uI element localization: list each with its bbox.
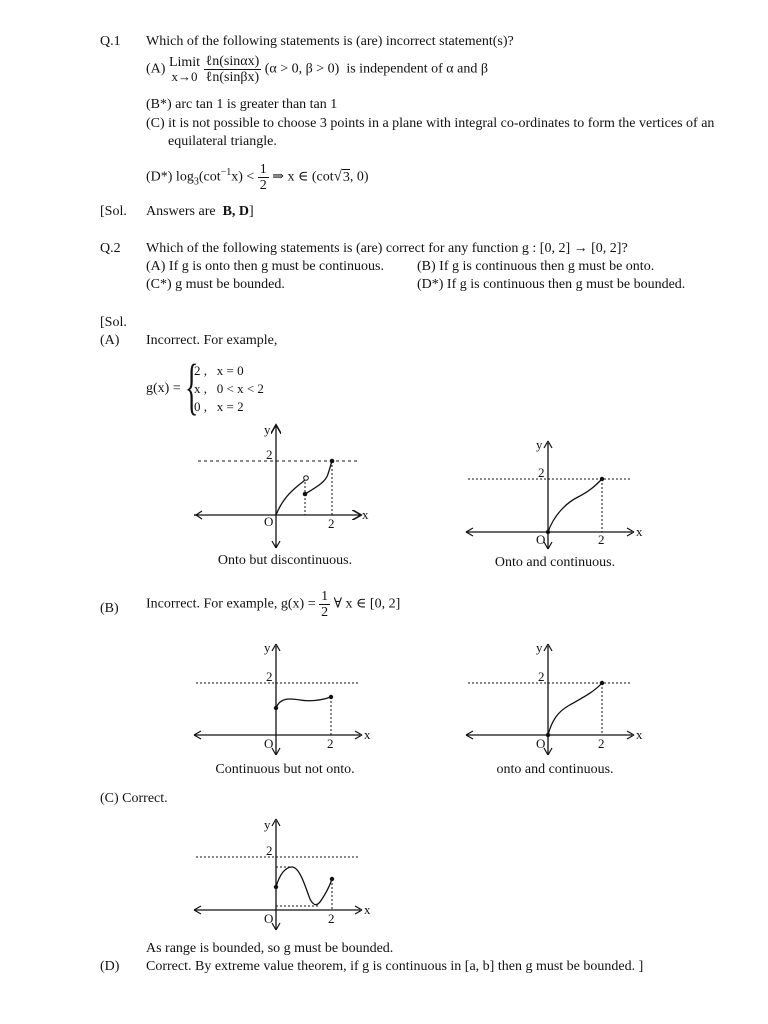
d-log-base: 3 [193, 176, 199, 188]
limit-fraction [204, 54, 262, 85]
end-dot [330, 459, 335, 464]
q2-number: Q.2 [100, 241, 121, 256]
x-two-label: 2 [328, 516, 335, 531]
graph-onto-continuous-2 [462, 640, 652, 758]
y-two-label: 2 [266, 669, 273, 684]
x-label: x [364, 902, 371, 917]
limit-numerator: ℓn(sinαx) [205, 54, 260, 69]
brace-icon: { [185, 353, 199, 421]
sol1-label: [Sol. [100, 204, 127, 219]
q1-option-c-line2: equilateral triangle. [168, 134, 277, 149]
q2-option-c: (C*) g must be bounded. [146, 277, 285, 292]
half-den: 2 [321, 605, 329, 620]
d-root: 3 [342, 169, 350, 185]
sol2-b-line [146, 589, 400, 620]
q1-question: Which of the following statements is (are) incorrect statement(s)? [146, 34, 514, 49]
d-close: , 0) [349, 169, 369, 185]
curve [276, 697, 331, 708]
y-label: y [264, 640, 271, 655]
g-definition-lhs: g(x) = [146, 381, 181, 396]
x-label: x [636, 727, 643, 742]
d-inverse: −1 [220, 167, 232, 179]
x-two-label: 2 [598, 532, 605, 547]
curve [548, 479, 602, 532]
sol1-text: Answers are [146, 204, 216, 219]
graph2-caption: Onto and continuous. [494, 555, 616, 570]
d-num: 1 [259, 162, 267, 177]
graph3-caption: Continuous but not onto. [215, 762, 355, 777]
y-label: y [536, 437, 543, 452]
curve-right [305, 461, 332, 494]
x-label: x [362, 507, 369, 522]
y-two-label: 2 [538, 669, 545, 684]
origin-label: O [264, 514, 274, 529]
sol2-c-text: (C) Correct. [100, 791, 168, 806]
sol2-a-text: Incorrect. For example, [146, 333, 278, 348]
d-den: 2 [259, 178, 267, 193]
piece-3: 0 , x = 2 [194, 399, 244, 414]
piece-2: x , 0 < x < 2 [194, 381, 264, 396]
graph-bounded [190, 815, 380, 933]
q2-question: Which of the following statements is (are) correct for any function g : [0, 2] → [0, 2]? [146, 241, 628, 256]
sol2-b-text: Incorrect. For example, g(x) = [146, 596, 316, 612]
q1-option-b: (B*) arc tan 1 is greater than tan 1 [146, 97, 338, 112]
limit-sub: x→0 [171, 68, 198, 84]
y-two-label: 2 [266, 843, 273, 858]
limit-condition: (α > 0, β > 0) [264, 61, 340, 77]
graph-continuous-not-onto [190, 640, 380, 758]
limit-word: Limit [168, 54, 201, 70]
x-two-label: 2 [327, 736, 334, 751]
limit-expression [169, 56, 200, 84]
d-ineq: x) < [231, 169, 255, 185]
half-fraction [319, 589, 330, 620]
q1-a-label: (A) [146, 61, 166, 77]
x-label: x [364, 727, 371, 742]
piece-1: 2 , x = 0 [194, 363, 244, 378]
d-log: (D*) log [146, 169, 194, 185]
y-label: y [264, 817, 271, 832]
q2-option-b: (B) If g is continuous then g must be onto. [417, 259, 655, 274]
origin-label: O [536, 532, 546, 547]
sol2-a-label: (A) [100, 333, 120, 348]
curve [276, 867, 332, 905]
sol2-d-label: (D) [100, 959, 120, 974]
bounded-statement: As range is bounded, so g must be bounded. [146, 941, 394, 956]
q1-option-a [146, 54, 488, 85]
q1-option-c-line1: (C) it is not possible to choose 3 points in a plane with integral co-ordinates to form the vertices of an [146, 116, 715, 131]
q1-a-tail: is independent of α and β [346, 61, 488, 77]
q2-option-d: (D*) If g is continuous then g must be bounded. [417, 277, 686, 292]
sol2-d-text: Correct. By extreme value theorem, if g is continuous in [a, b] then g must be bounded. ] [146, 959, 644, 974]
curve [548, 683, 602, 735]
graph4-caption: onto and continuous. [496, 762, 614, 777]
origin-label: O [536, 736, 546, 751]
d-cot: (cot [198, 169, 221, 185]
q1-number: Q.1 [100, 34, 121, 49]
sol1-answer: B, D [222, 204, 250, 219]
q1-option-d [146, 162, 369, 193]
sol1-close: ] [249, 204, 254, 219]
y-two-label: 2 [266, 447, 273, 462]
graph-onto-continuous [462, 437, 652, 552]
x-two-label: 2 [598, 736, 605, 751]
origin-label: O [264, 736, 274, 751]
d-fraction [258, 162, 269, 193]
origin-label: O [264, 911, 274, 926]
graph1-caption: Onto but discontinuous. [217, 553, 353, 568]
y-label: y [536, 640, 543, 655]
half-num: 1 [321, 589, 329, 604]
d-implies: ⇒ x ∈ (cot [272, 169, 334, 185]
sol1-answer-line [146, 203, 254, 221]
x-label: x [636, 524, 643, 539]
sol2-label: [Sol. [100, 315, 127, 330]
y-two-label: 2 [538, 465, 545, 480]
y-label: y [264, 422, 271, 437]
curve-left [276, 478, 306, 515]
graph-onto-discontinuous [190, 420, 380, 550]
open-dot [304, 476, 309, 481]
sol2-b-tail: ∀ x ∈ [0, 2] [333, 596, 401, 612]
x-two-label: 2 [328, 911, 335, 926]
sqrt-icon: √ [333, 168, 342, 185]
sol2-b-label: (B) [100, 601, 119, 616]
limit-denominator: ℓn(sinβx) [205, 70, 260, 85]
q2-option-a: (A) If g is onto then g must be continuous. [146, 259, 384, 274]
